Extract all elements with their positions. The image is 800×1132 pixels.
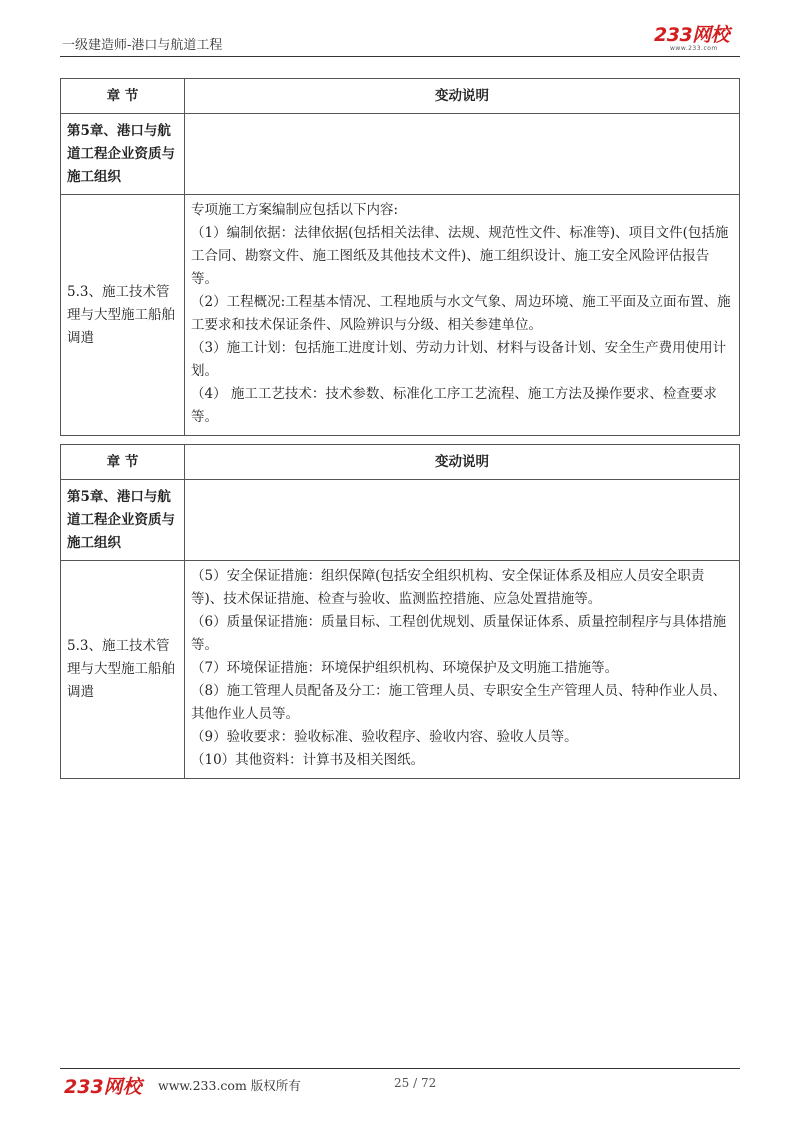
description-line: （10）其他资料：计算书及相关图纸。 xyxy=(191,752,425,768)
page-number: 25 / 72 xyxy=(394,1076,437,1090)
description-line: （4） 施工工艺技术：技术参数、标准化工序工艺流程、施工方法及操作要求、检查要求等。 xyxy=(191,386,717,425)
section-cell: 5.3、施工技术管理与大型施工船舶调遣 xyxy=(61,561,185,779)
description-line: （7）环境保证措施：环境保护组织机构、环境保护及文明施工措施等。 xyxy=(191,660,619,676)
description-line: （9）验收要求：验收标准、验收程序、验收内容、验收人员等。 xyxy=(191,729,578,745)
footer-logo[interactable]: 233网校 xyxy=(64,1076,142,1098)
description-line: （8）施工管理人员配备及分工：施工管理人员、专职安全生产管理人员、特种作业人员、其他作业人员等。 xyxy=(191,683,727,722)
description-line: （3）施工计划：包括施工进度计划、劳动力计划、材料与设备计划、安全生产费用使用计划。 xyxy=(191,340,727,379)
chapter-cell: 第5章、港口与航道工程企业资质与施工组织 xyxy=(61,480,185,561)
description-line: 专项施工方案编制应包括以下内容: xyxy=(191,202,399,218)
empty-description-cell xyxy=(185,480,740,561)
table-header-description: 变动说明 xyxy=(185,79,740,114)
table-header-chapter: 章 节 xyxy=(61,79,185,114)
change-table-1 xyxy=(60,78,740,436)
logo-text: 233网校 xyxy=(654,24,730,46)
footer-copyright[interactable]: www.233.com 版权所有 xyxy=(158,1078,301,1093)
description-line: （2）工程概况:工程基本情况、工程地质与水文气象、周边环境、施工平面及立面布置、施工要求和技术保证条件、风险辨识与分级、相关参建单位。 xyxy=(191,294,731,333)
table-header-chapter: 章 节 xyxy=(61,445,185,480)
brand-logo[interactable] xyxy=(654,26,742,52)
table-header-description: 变动说明 xyxy=(185,445,740,480)
chapter-cell: 第5章、港口与航道工程企业资质与施工组织 xyxy=(61,114,185,195)
description-line: （6）质量保证措施：质量目标、工程创优规划、质量保证体系、质量控制程序与具体措施等。 xyxy=(191,614,727,653)
header-divider xyxy=(60,56,740,57)
description-cell xyxy=(185,195,740,436)
description-cell xyxy=(185,561,740,779)
description-line: （5）安全保证措施：组织保障(包括安全组织机构、安全保证体系及相应人员安全职责等)、技术保证措施、检查与验收、监测监控措施、应急处置措施等。 xyxy=(191,568,705,607)
section-cell: 5.3、施工技术管理与大型施工船舶调遣 xyxy=(61,195,185,436)
description-line: （1）编制依据：法律依据(包括相关法律、法规、规范性文件、标准等)、项目文件(包括施工合同、勘察文件、施工图纸及其他技术文件)、施工组织设计、施工安全风险评估报告等。 xyxy=(191,225,729,287)
footer-divider xyxy=(60,1068,740,1069)
change-table-2 xyxy=(60,444,740,779)
logo-url: www.233.com xyxy=(670,45,718,52)
header-title: 一级建造师-港口与航道工程 xyxy=(62,38,223,53)
empty-description-cell xyxy=(185,114,740,195)
